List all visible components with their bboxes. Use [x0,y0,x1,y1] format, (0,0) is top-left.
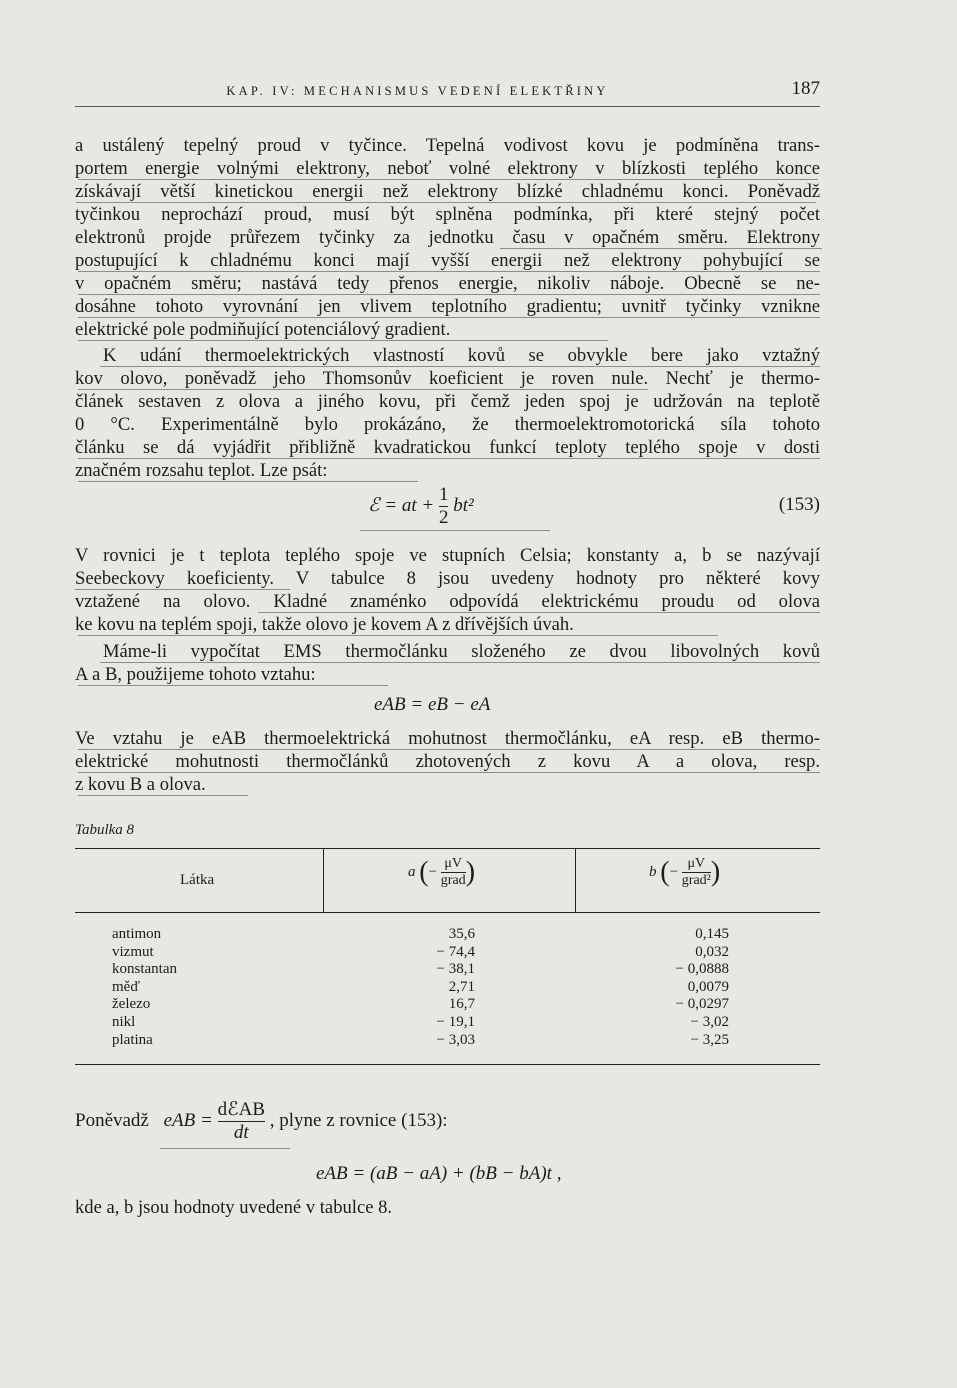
text-line: elektronů projde průřezem tyčinky za jednotku času v opačném směru. Elektrony [75,227,820,248]
paren-close: ) [710,856,721,888]
fraction-numerator: 1 [438,484,449,505]
pencil-underline [78,340,608,341]
pencil-underline [78,749,820,750]
pencil-underline [75,589,290,590]
equation-derivative [75,1099,448,1144]
running-title: KAP. IV: MECHANISMUS VEDENÍ ELEKTŘINY [226,84,609,98]
table-8 [75,848,820,1068]
text-line: dosáhne tohoto vyrovnání jen vlivem teplotního gradientu; uvnitř tyčinky vznikne [75,296,820,317]
pencil-underline [78,389,648,390]
text-line: Seebeckovy koeficienty. V tabulce 8 jsou uvedeny hodnoty pro některé kovy [75,568,820,589]
pencil-underline [258,612,820,613]
pencil-underline [360,530,550,531]
equation-lhs: ℰ = at + [368,494,435,516]
text-line: K udání thermoelektrických vlastností kovů se obvykle bere jako vztažný [103,345,820,366]
fraction-denominator: dt [233,1122,249,1143]
pencil-underline [78,635,718,636]
table-column-rule [323,848,324,912]
fraction [218,1099,265,1144]
text-line: vztažené na olovo. Kladné znaménko odpovídá elektrickému proudu od olova [75,591,820,612]
header-a-symbol: a [408,863,416,880]
pencil-underline [78,795,248,796]
equation-prefix: Poněvadž [75,1109,149,1131]
text-line: Máme-li vypočítat EMS thermočlánku složeného ze dvou libovolných kovů [103,641,820,662]
unit-numerator: μV [444,856,463,871]
substance-cell: konstantan [112,961,177,978]
text-line: značném rozsahu teplot. Lze psát: [75,460,328,481]
column-a [405,926,475,1049]
b-value-cell: 0,145 [695,926,729,942]
pencil-underline [76,202,816,203]
equation-suffix: , plyne z rovnice (153): [269,1109,448,1131]
a-value-cell: 16,7 [448,996,475,1013]
text-line: v opačném směru; nastává tedy přenos energie, nikoliv náboje. Obecně se ne- [75,273,820,294]
equation-153 [368,484,474,529]
pencil-underline [78,772,820,773]
paren-open: ( [660,856,670,888]
column-b [647,926,729,1049]
pencil-underline [78,179,818,180]
header-col-a [408,856,475,889]
pencil-underline [500,248,822,249]
column-substance [112,926,177,1049]
substance-cell: nikl [112,1013,136,1030]
text-line: V rovnici je t teplota teplého spoje ve stupních Celsia; konstanty a, b se nazývají [75,545,820,566]
pencil-underline [100,662,820,663]
equation-rhs: bt² [453,494,474,516]
paren-open: ( [419,856,429,888]
a-value-cell: − 19,1 [436,1013,475,1030]
text-line: z kovu B a olova. [75,774,206,795]
text-line: získávají větší kinetickou energii než elektrony blízké chladnému konci. Poněvadž [75,181,820,202]
text-line: článku se dá vyjádřit přibližně kvadratickou funkcí teploty teplého spoje v dosti [75,437,820,458]
text-line: elektrické pole podmiňující potenciálový gradient. [75,319,451,340]
running-head [75,78,820,107]
table-header-rule [75,912,820,913]
fraction-denominator: 2 [438,507,449,528]
unit-denominator: grad [440,873,466,888]
text-line: kov olovo, poněvadž jeho Thomsonův koeficient je roven nule. Nechť je thermo- [75,368,820,389]
text-line: a ustálený tepelný proud v tyčince. Tepelná vodivost kovu je podmíněna trans- [75,135,820,156]
substance-cell: železo [112,996,151,1013]
b-value-cell: 0,032 [695,943,729,960]
b-value-cell: − 0,0888 [675,961,729,978]
equation-emf: eAB = eB − eA [374,694,491,715]
pencil-underline [78,317,820,318]
b-value-cell: 0,0079 [687,978,729,995]
pencil-underline [78,294,820,295]
equation-number: (153) [778,494,820,515]
substance-cell: měď [112,978,141,995]
table-top-rule [75,848,820,849]
text-line: A a B, použijeme tohoto vztahu: [75,664,316,685]
a-value-cell: − 38,1 [436,961,475,978]
equation-result: eAB = (aB − aA) + (bB − bA)t , [316,1163,562,1184]
pencil-underline [78,685,388,686]
header-substance: Látka [180,872,215,888]
pencil-underline [78,271,820,272]
pencil-underline [78,481,418,482]
b-value-cell: − 3,25 [690,1031,729,1048]
a-value-cell: − 74,4 [436,943,475,960]
substance-cell: vizmut [112,943,154,960]
text-line: 0 °C. Experimentálně bylo prokázáno, že thermoelektromotorická síla tohoto [75,414,820,435]
equation-lhs: eAB = [163,1109,213,1131]
unit-fraction [682,856,711,889]
text-line: Ve vztahu je eAB thermoelektrická mohutnost thermočlánku, eA resp. eB thermo- [75,728,820,749]
fraction-numerator: dℰAB [217,1099,265,1120]
text-line: článek sestaven z olova a jiného kovu, při čemž jeden spoj je udržován na teplotě [75,391,820,412]
b-value-cell: − 0,0297 [675,996,729,1013]
unit-numerator: μV [687,856,706,871]
header-b-symbol: b [649,863,657,880]
a-value-cell: − 3,03 [436,1031,475,1048]
text-line: ke kovu na teplém spoji, takže olovo je kovem A z dřívějších úvah. [75,614,574,635]
text-line: postupující k chladnému konci mají vyšší energii než elektrony pohybující se [75,250,820,271]
pencil-underline [78,458,820,459]
pencil-underline [100,366,820,367]
header-a-sign: − [428,863,438,880]
unit-fraction [441,856,466,889]
paren-close: ) [465,856,476,888]
a-value-cell: 35,6 [448,926,475,942]
text-line: elektrické mohutnosti thermočlánků zhotovených z kovu A a olova, resp. [75,751,820,772]
text-line: tyčinkou neprochází proud, musí být splněna podmínka, při které stejný počet [75,204,820,225]
fraction [439,484,449,529]
table-bottom-rule [75,1064,820,1065]
header-b-sign: − [669,863,679,880]
pencil-underline [160,1148,290,1149]
table-column-rule [575,848,576,912]
a-value-cell: 2,71 [448,978,475,995]
substance-cell: antimon [112,926,162,942]
substance-cell: platina [112,1031,153,1048]
table-caption: Tabulka 8 [75,822,135,838]
header-col-b [649,856,720,889]
text-line: portem energie volnými elektrony, neboť volné elektrony v blízkosti teplého konce [75,158,820,179]
unit-denominator: grad² [681,873,711,888]
text-line: kde a, b jsou hodnoty uvedené v tabulce 8. [75,1197,393,1218]
b-value-cell: − 3,02 [690,1013,729,1030]
page-number: 187 [791,78,820,99]
